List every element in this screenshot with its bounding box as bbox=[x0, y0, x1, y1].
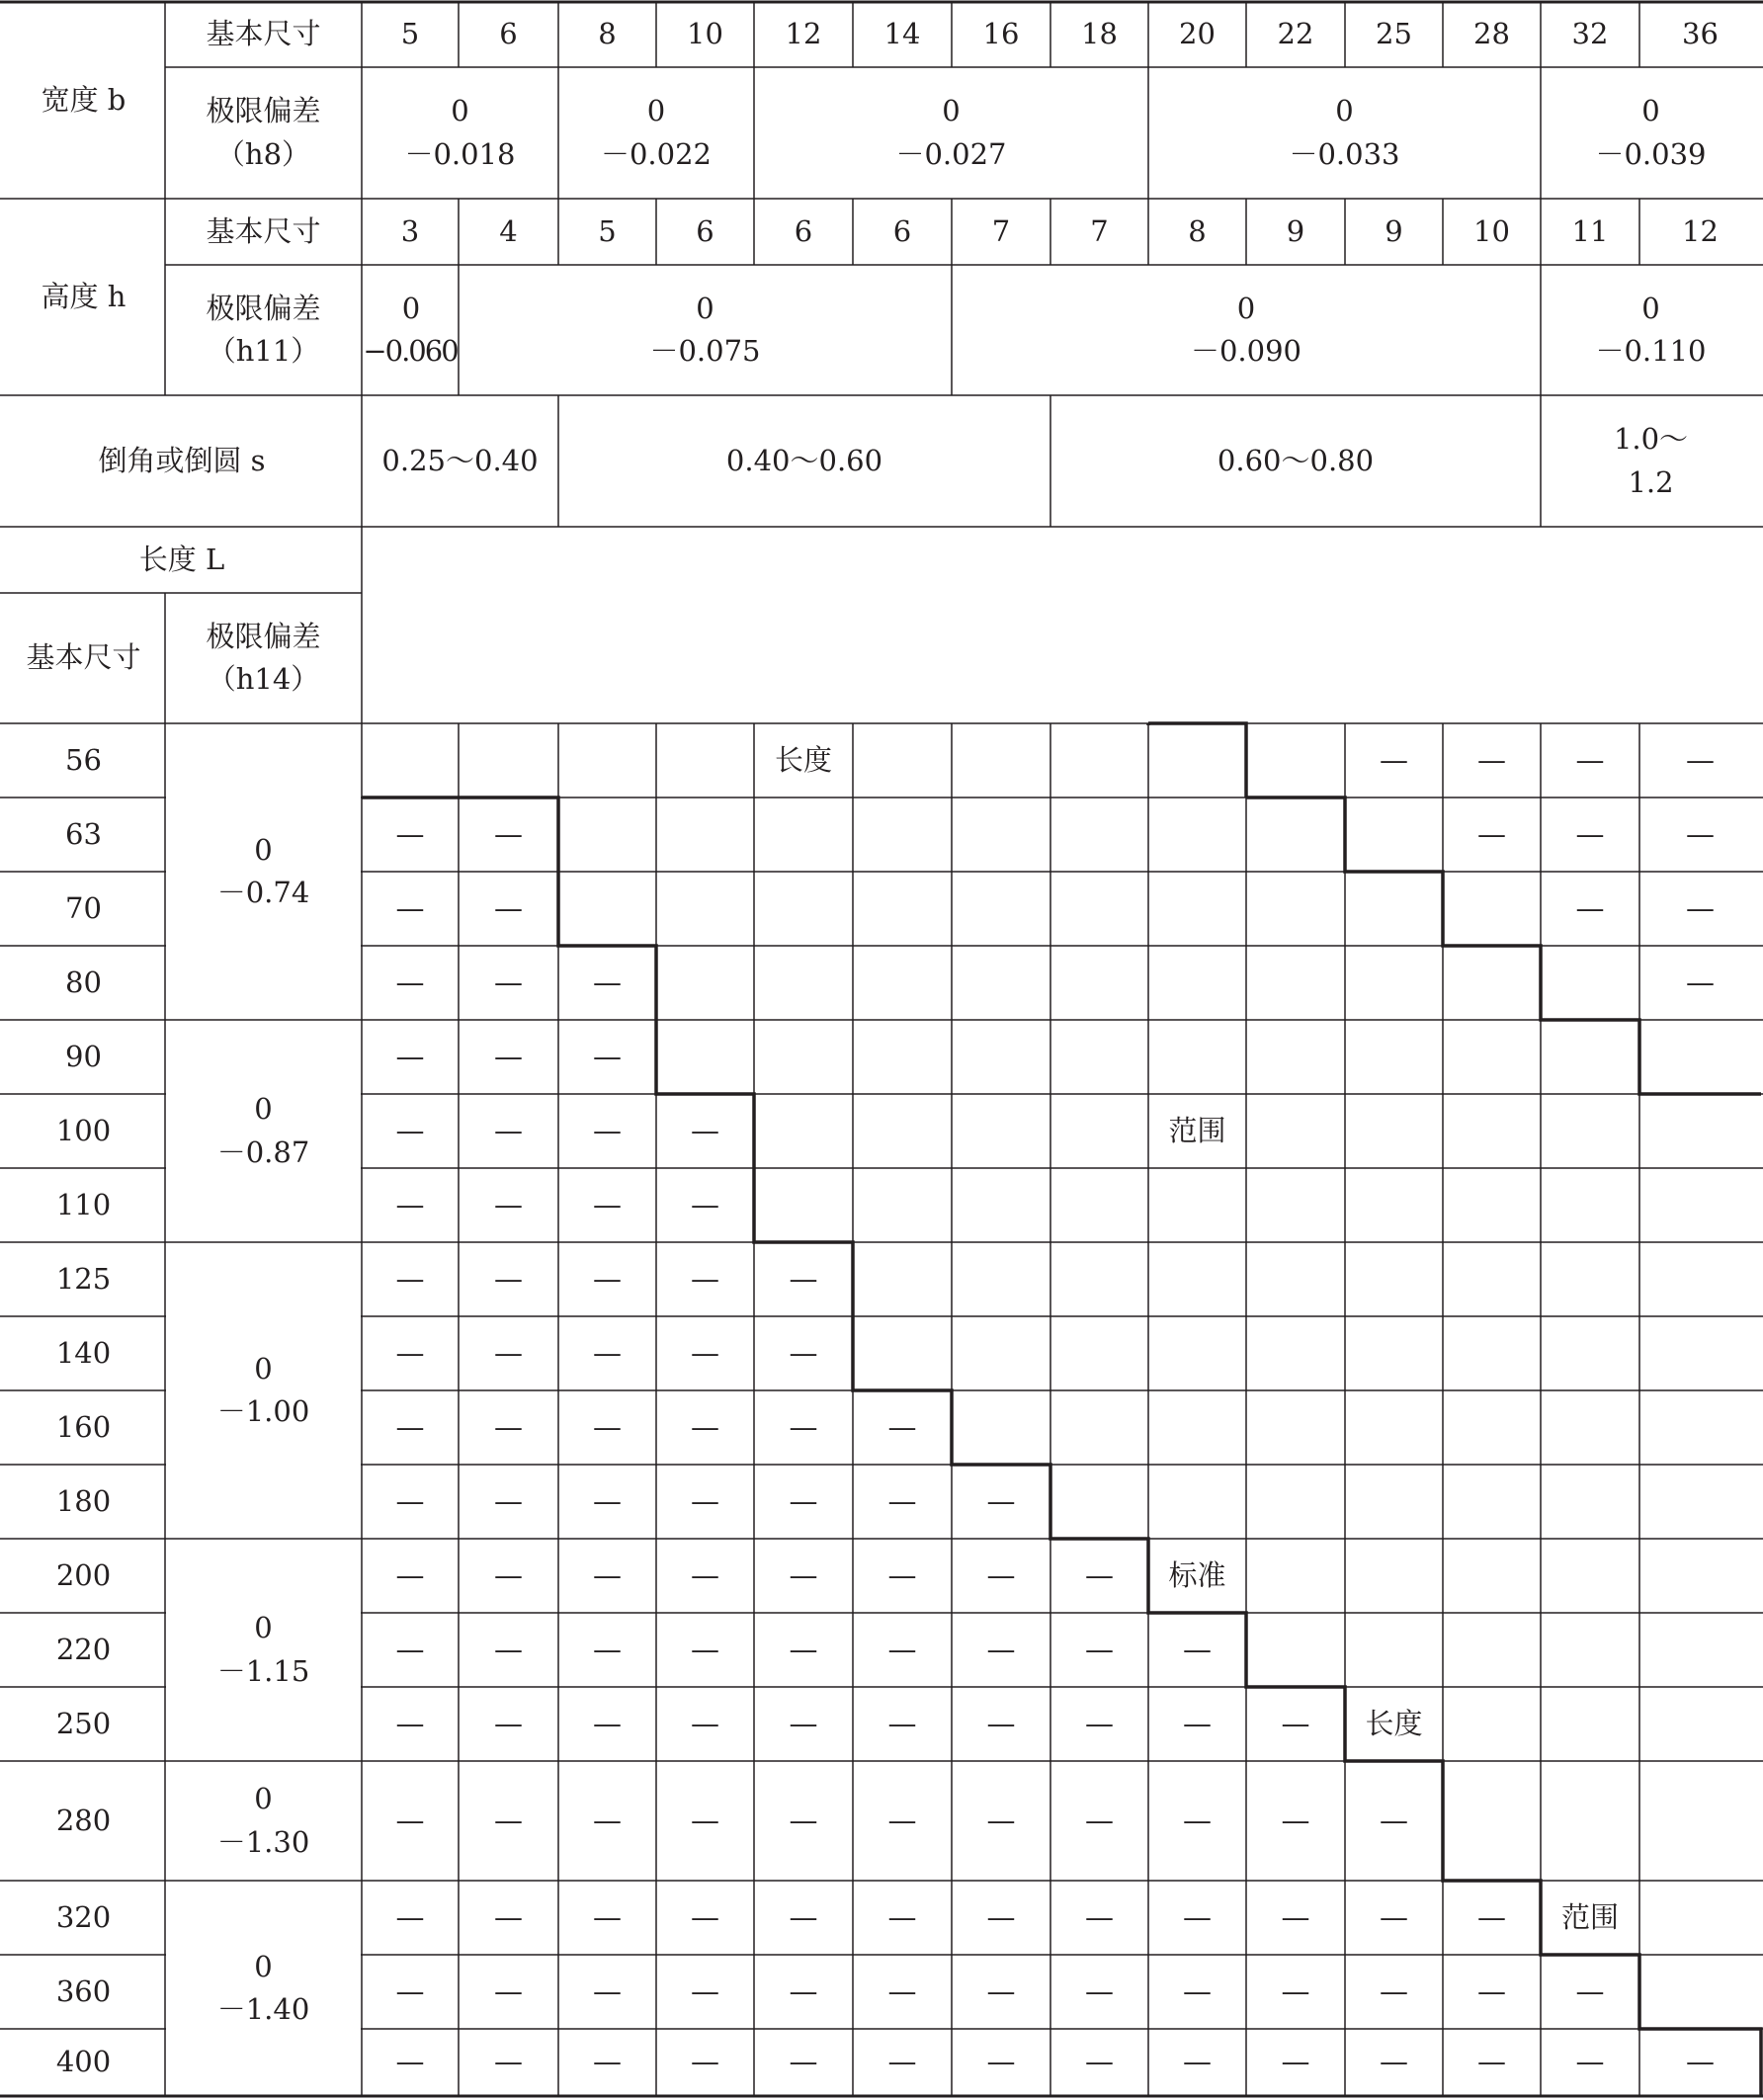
dash-cell: — bbox=[395, 1632, 425, 1666]
range-label: 标准 bbox=[1168, 1557, 1226, 1592]
length-row-label: 220 bbox=[55, 1632, 112, 1666]
dash-cell: — bbox=[1575, 742, 1605, 777]
dash-cell: — bbox=[691, 1409, 719, 1444]
dash-cell: — bbox=[1281, 2045, 1310, 2079]
height-size-cell: 7 bbox=[1090, 213, 1109, 248]
width-size-cell: 20 bbox=[1179, 17, 1216, 51]
dash-cell: — bbox=[1380, 1899, 1408, 1934]
dash-cell: — bbox=[395, 816, 425, 851]
dash-cell: — bbox=[887, 1483, 917, 1518]
length-row-label: 320 bbox=[55, 1899, 112, 1934]
dash-cell: — bbox=[395, 890, 425, 925]
dash-cell: — bbox=[494, 965, 523, 999]
dash-cell: — bbox=[1183, 2045, 1212, 2079]
dash-cell: — bbox=[494, 1187, 523, 1221]
dash-cell: — bbox=[395, 1039, 425, 1073]
dash-cell: — bbox=[395, 1483, 425, 1518]
height-size-cell: 6 bbox=[892, 213, 912, 248]
dash-cell: — bbox=[1380, 742, 1408, 777]
dash-cell: — bbox=[887, 1632, 917, 1666]
dash-cell: — bbox=[1183, 1803, 1212, 1837]
dash-cell: — bbox=[395, 1113, 425, 1147]
dash-cell: — bbox=[494, 1261, 523, 1296]
dash-cell: — bbox=[1477, 742, 1506, 777]
width-deviation-cell: 0 －0.022 bbox=[600, 94, 713, 171]
dash-cell: — bbox=[1686, 890, 1715, 925]
dash-cell: — bbox=[593, 1039, 622, 1073]
width-size-cell: 8 bbox=[598, 17, 617, 51]
length-row-label: 280 bbox=[55, 1803, 112, 1837]
dash-cell: — bbox=[789, 1483, 818, 1518]
height-deviation-cell: 0 −0.060 bbox=[363, 291, 458, 368]
dash-cell: — bbox=[1686, 2045, 1715, 2079]
chamfer-label: 倒角或倒圆 s bbox=[98, 443, 266, 477]
length-row-label: 125 bbox=[55, 1261, 112, 1296]
dash-cell: — bbox=[593, 1261, 622, 1296]
dash-cell: — bbox=[494, 890, 523, 925]
dash-cell: — bbox=[593, 1187, 622, 1221]
height-size-cell: 12 bbox=[1682, 213, 1719, 248]
range-boundary bbox=[1148, 723, 1246, 798]
width-deviation-cell: 0 －0.033 bbox=[1289, 94, 1400, 171]
height-size-cell: 6 bbox=[794, 213, 813, 248]
dash-cell: — bbox=[395, 2045, 425, 2079]
dash-cell: — bbox=[691, 1803, 719, 1837]
range-label: 范围 bbox=[1168, 1113, 1226, 1147]
height-size-cell: 8 bbox=[1188, 213, 1207, 248]
length-tolerance-cell: 0 －1.00 bbox=[216, 1351, 310, 1428]
dash-cell: — bbox=[593, 1483, 622, 1518]
width-size-cell: 36 bbox=[1682, 17, 1719, 51]
dash-cell: — bbox=[593, 1632, 622, 1666]
dash-cell: — bbox=[593, 1335, 622, 1370]
height-size-cell: 3 bbox=[400, 213, 420, 248]
range-label: 长度 bbox=[1365, 1706, 1423, 1740]
dash-cell: — bbox=[986, 1803, 1016, 1837]
dash-cell: — bbox=[1281, 1706, 1310, 1740]
dash-cell: — bbox=[1575, 890, 1605, 925]
dash-cell: — bbox=[789, 1335, 818, 1370]
dash-cell: — bbox=[1477, 816, 1506, 851]
dash-cell: — bbox=[395, 1899, 425, 1934]
length-row-label: 400 bbox=[55, 2045, 112, 2079]
dash-cell: — bbox=[494, 1483, 523, 1518]
range-label: 长度 bbox=[774, 742, 832, 777]
length-row-label: 180 bbox=[55, 1483, 112, 1518]
dash-cell: — bbox=[395, 1974, 425, 2008]
chamfer-range-cell: 0.40～0.60 bbox=[725, 443, 883, 477]
dash-cell: — bbox=[1085, 1632, 1114, 1666]
length-row-label: 360 bbox=[55, 1974, 112, 2008]
length-row-label: 63 bbox=[65, 816, 102, 851]
dash-cell: — bbox=[1575, 816, 1605, 851]
width-deviation-cell: 0 －0.018 bbox=[404, 94, 516, 171]
dash-cell: — bbox=[986, 1557, 1016, 1592]
dash-cell: — bbox=[887, 1409, 917, 1444]
length-row-label: 56 bbox=[65, 742, 102, 777]
width-size-cell: 14 bbox=[883, 17, 921, 51]
dash-cell: — bbox=[593, 1899, 622, 1934]
dash-cell: — bbox=[1686, 965, 1715, 999]
dash-cell: — bbox=[1085, 1803, 1114, 1837]
height-size-cell: 11 bbox=[1571, 213, 1609, 248]
dash-cell: — bbox=[789, 1261, 818, 1296]
dash-cell: — bbox=[593, 1409, 622, 1444]
dash-cell: — bbox=[494, 816, 523, 851]
dash-cell: — bbox=[395, 1706, 425, 1740]
dash-cell: — bbox=[1380, 2045, 1408, 2079]
dash-cell: — bbox=[789, 1632, 818, 1666]
dash-cell: — bbox=[494, 1557, 523, 1592]
dash-cell: — bbox=[986, 1483, 1016, 1518]
width-size-cell: 10 bbox=[687, 17, 723, 51]
chamfer-range-cell: 0.25～0.40 bbox=[381, 443, 539, 477]
width-deviation-cell: 0 －0.039 bbox=[1595, 94, 1707, 171]
dash-cell: — bbox=[887, 1557, 917, 1592]
dash-cell: — bbox=[1183, 1899, 1212, 1934]
width-basic-label: 基本尺寸 bbox=[206, 17, 321, 51]
dash-cell: — bbox=[494, 2045, 523, 2079]
dash-cell: — bbox=[789, 1409, 818, 1444]
height-deviation-cell: 0 －0.110 bbox=[1595, 291, 1707, 368]
dash-cell: — bbox=[1380, 1803, 1408, 1837]
length-row-label: 90 bbox=[65, 1039, 102, 1073]
dash-cell: — bbox=[1575, 1974, 1605, 2008]
dash-cell: — bbox=[691, 1483, 719, 1518]
length-dev-label: 极限偏差 （h14） bbox=[206, 619, 321, 696]
dash-cell: — bbox=[1281, 1974, 1310, 2008]
dash-cell: — bbox=[986, 1974, 1016, 2008]
dash-cell: — bbox=[1085, 2045, 1114, 2079]
dash-cell: — bbox=[494, 1803, 523, 1837]
height-size-cell: 9 bbox=[1286, 213, 1305, 248]
dash-cell: — bbox=[494, 1335, 523, 1370]
dash-cell: — bbox=[395, 1187, 425, 1221]
dash-cell: — bbox=[691, 1706, 719, 1740]
height-size-cell: 4 bbox=[499, 213, 518, 248]
width-label: 宽度 b bbox=[41, 82, 126, 117]
length-tolerance-cell: 0 －0.87 bbox=[216, 1092, 310, 1169]
width-dev-label: 极限偏差 （h8） bbox=[206, 94, 321, 171]
length-row-label: 70 bbox=[65, 890, 102, 925]
dash-cell: — bbox=[1575, 2045, 1605, 2079]
dash-cell: — bbox=[1183, 1706, 1212, 1740]
dash-cell: — bbox=[494, 1899, 523, 1934]
dash-cell: — bbox=[789, 1706, 818, 1740]
length-label: 长度 L bbox=[138, 542, 225, 576]
dash-cell: — bbox=[1477, 1899, 1506, 1934]
dash-cell: — bbox=[593, 1974, 622, 2008]
width-size-cell: 25 bbox=[1376, 17, 1412, 51]
width-deviation-cell: 0 －0.027 bbox=[895, 94, 1007, 171]
dash-cell: — bbox=[1085, 1899, 1114, 1934]
dash-cell: — bbox=[789, 1803, 818, 1837]
height-dev-label: 极限偏差 （h11） bbox=[206, 291, 321, 368]
length-row-label: 140 bbox=[55, 1335, 112, 1370]
dash-cell: — bbox=[887, 2045, 917, 2079]
dash-cell: — bbox=[593, 1557, 622, 1592]
dash-cell: — bbox=[1686, 742, 1715, 777]
dash-cell: — bbox=[395, 1803, 425, 1837]
dash-cell: — bbox=[1183, 1974, 1212, 2008]
dash-cell: — bbox=[1085, 1974, 1114, 2008]
dash-cell: — bbox=[1085, 1706, 1114, 1740]
length-tolerance-cell: 0 －1.30 bbox=[216, 1782, 310, 1859]
dash-cell: — bbox=[593, 1706, 622, 1740]
length-row-label: 250 bbox=[55, 1706, 112, 1740]
dash-cell: — bbox=[494, 1039, 523, 1073]
dash-cell: — bbox=[593, 1803, 622, 1837]
dash-cell: — bbox=[986, 1899, 1016, 1934]
dash-cell: — bbox=[887, 1706, 917, 1740]
dash-cell: — bbox=[593, 1113, 622, 1147]
dash-cell: — bbox=[494, 1113, 523, 1147]
height-size-cell: 5 bbox=[598, 213, 617, 248]
dash-cell: — bbox=[789, 1557, 818, 1592]
width-size-cell: 32 bbox=[1571, 17, 1609, 51]
height-size-cell: 6 bbox=[696, 213, 714, 248]
length-row-label: 100 bbox=[55, 1113, 112, 1147]
dash-cell: — bbox=[691, 1187, 719, 1221]
length-row-label: 110 bbox=[55, 1187, 112, 1221]
dash-cell: — bbox=[887, 1803, 917, 1837]
dash-cell: — bbox=[494, 1409, 523, 1444]
dash-cell: — bbox=[691, 1557, 719, 1592]
dash-cell: — bbox=[691, 1899, 719, 1934]
dash-cell: — bbox=[1183, 1632, 1212, 1666]
dash-cell: — bbox=[789, 2045, 818, 2079]
width-size-cell: 28 bbox=[1473, 17, 1510, 51]
dash-cell: — bbox=[887, 1974, 917, 2008]
length-tolerance-cell: 0 －0.74 bbox=[216, 832, 310, 909]
dash-cell: — bbox=[1477, 2045, 1506, 2079]
dash-cell: — bbox=[691, 1632, 719, 1666]
dash-cell: — bbox=[986, 1632, 1016, 1666]
dash-cell: — bbox=[395, 1261, 425, 1296]
height-size-cell: 10 bbox=[1473, 213, 1510, 248]
height-deviation-cell: 0 －0.075 bbox=[649, 291, 761, 368]
dash-cell: — bbox=[789, 1974, 818, 2008]
length-tolerance-cell: 0 －1.15 bbox=[216, 1611, 310, 1688]
dash-cell: — bbox=[1380, 1974, 1408, 2008]
dash-cell: — bbox=[593, 2045, 622, 2079]
dash-cell: — bbox=[1686, 816, 1715, 851]
dash-cell: — bbox=[986, 1706, 1016, 1740]
dash-cell: — bbox=[494, 1632, 523, 1666]
dash-cell: — bbox=[691, 1113, 719, 1147]
dash-cell: — bbox=[691, 1261, 719, 1296]
chamfer-range-cell: 1.0～ 1.2 bbox=[1613, 422, 1689, 499]
width-size-cell: 12 bbox=[785, 17, 822, 51]
width-size-cell: 6 bbox=[499, 17, 518, 51]
height-size-cell: 7 bbox=[991, 213, 1011, 248]
width-size-cell: 18 bbox=[1081, 17, 1118, 51]
width-size-cell: 16 bbox=[982, 17, 1020, 51]
dash-cell: — bbox=[395, 1557, 425, 1592]
length-tolerance-cell: 0 －1.40 bbox=[216, 1949, 310, 2026]
dash-cell: — bbox=[1281, 1899, 1310, 1934]
range-label: 范围 bbox=[1560, 1899, 1619, 1934]
dash-cell: — bbox=[494, 1974, 523, 2008]
dash-cell: — bbox=[1085, 1557, 1114, 1592]
height-size-cell: 9 bbox=[1385, 213, 1403, 248]
length-row-label: 80 bbox=[65, 965, 102, 999]
dash-cell: — bbox=[1477, 1974, 1506, 2008]
width-size-cell: 22 bbox=[1277, 17, 1314, 51]
dash-cell: — bbox=[395, 965, 425, 999]
dash-cell: — bbox=[691, 1335, 719, 1370]
height-deviation-cell: 0 －0.090 bbox=[1190, 291, 1302, 368]
dash-cell: — bbox=[986, 2045, 1016, 2079]
dash-cell: — bbox=[887, 1899, 917, 1934]
height-basic-label: 基本尺寸 bbox=[206, 213, 321, 248]
height-label: 高度 h bbox=[41, 279, 126, 313]
dash-cell: — bbox=[691, 2045, 719, 2079]
chamfer-range-cell: 0.60～0.80 bbox=[1217, 443, 1375, 477]
length-row-label: 160 bbox=[55, 1409, 112, 1444]
dash-cell: — bbox=[789, 1899, 818, 1934]
length-row-label: 200 bbox=[55, 1557, 112, 1592]
length-basic-label: 基本尺寸 bbox=[26, 640, 141, 675]
dash-cell: — bbox=[494, 1706, 523, 1740]
width-size-cell: 5 bbox=[400, 17, 420, 51]
dash-cell: — bbox=[1281, 1803, 1310, 1837]
dash-cell: — bbox=[395, 1409, 425, 1444]
dash-cell: — bbox=[593, 965, 622, 999]
dash-cell: — bbox=[395, 1335, 425, 1370]
dash-cell: — bbox=[691, 1974, 719, 2008]
